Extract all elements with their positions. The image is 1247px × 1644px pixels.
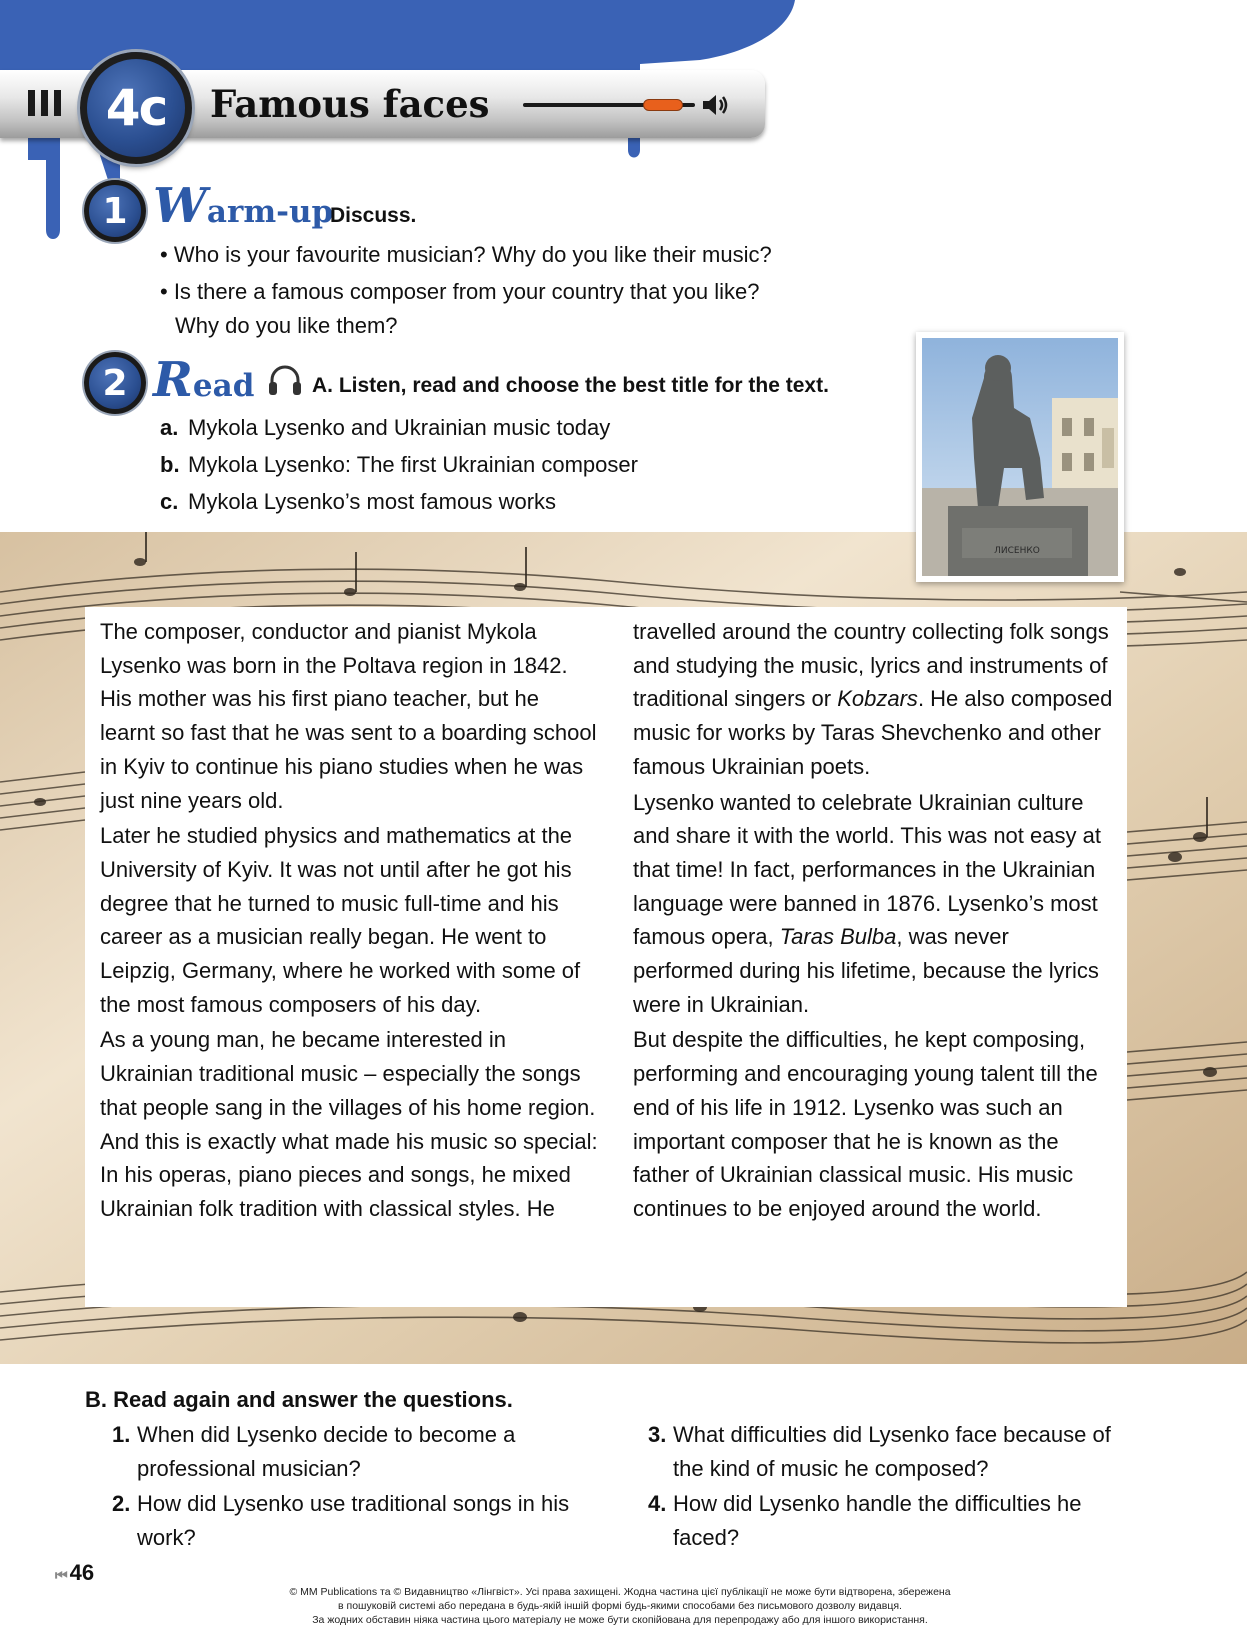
question-number: 1.: [112, 1422, 131, 1447]
page-number-value: 46: [69, 1560, 95, 1585]
headphones-icon[interactable]: [267, 363, 303, 397]
title-option-c[interactable]: [160, 484, 556, 520]
article-paragraph: [633, 615, 1113, 784]
part-b-title: B. Read again and answer the questions.: [85, 1387, 513, 1412]
read-heading: [153, 352, 254, 408]
read-heading-cap: R: [153, 352, 193, 408]
article-paragraph: The composer, conductor and pianist Mykola Lysenko was born in the Poltava region in 1842. His mother was his first piano teacher, but he learnt so fast that he was sent to a boarding school in Kyiv to continue his piano studies when he was just nine years old.: [100, 619, 597, 813]
article-column-2: [633, 615, 1113, 1228]
statue-plaque-text: ЛИСЕНКО: [994, 546, 1040, 556]
audio-progress-handle[interactable]: [643, 99, 683, 111]
question-text: How did Lysenko handle the difficulties he faced?: [673, 1491, 1082, 1550]
option-letter: a.: [160, 415, 179, 440]
article-paragraph: [633, 786, 1113, 1022]
read-heading-rest: ead: [192, 368, 255, 404]
warmup-heading: [153, 178, 333, 234]
option-text: Mykola Lysenko and Ukrainian music today: [188, 415, 611, 440]
question-2: [112, 1487, 582, 1554]
copyright-line: За жодних обставин ніяка частина цього матеріалу не може бути скопійована для перепродажу або для іншого використання.: [312, 1614, 928, 1626]
reading-text-panel: [85, 607, 1127, 1307]
option-text: Mykola Lysenko: The first Ukrainian composer: [188, 452, 638, 477]
page-number: [55, 1560, 94, 1586]
unit-title: Famous faces: [210, 82, 490, 126]
question-number: 4.: [648, 1491, 667, 1516]
option-text: Mykola Lysenko’s most famous works: [188, 489, 557, 514]
article-column-1: [100, 615, 600, 1228]
menu-bars-icon: [28, 90, 68, 118]
copyright-notice: [200, 1585, 1040, 1627]
warmup-instruction: Discuss.: [330, 204, 417, 227]
question-4: [648, 1487, 1128, 1554]
title-option-b[interactable]: [160, 447, 638, 483]
copyright-line: в пошуковій системі або передана в будь-якій іншій формі будь-якими способами без письмового дозволу видавця.: [338, 1600, 902, 1612]
kobzars-term: Kobzars: [837, 686, 918, 712]
question-text: When did Lysenko decide to become a professional musician?: [137, 1422, 516, 1481]
question-number: 3.: [648, 1422, 667, 1447]
warmup-heading-cap: W: [153, 178, 207, 234]
question-text: What difficulties did Lysenko face because of the kind of music he composed?: [673, 1422, 1111, 1481]
text-run: . He also composed music for works by Taras Shevchenko and other famous Ukrainian poets.: [633, 686, 1113, 779]
warmup-heading-rest: arm-up: [206, 194, 334, 230]
statue-image: [922, 338, 1118, 576]
option-letter: b.: [160, 452, 180, 477]
text-run: , was never performed during his lifetime, because the lyrics were in Ukrainian.: [633, 924, 1099, 1017]
warmup-bullet-2: • Is there a famous composer from your country that you like?: [160, 279, 760, 304]
article-paragraph: But despite the difficulties, he kept composing, performing and encouraging young talent till the end of his life in 1912. Lysenko was such an important composer that he is known as the father of Ukrainian classical music. His music continues to be enjoyed around the world.: [633, 1027, 1098, 1221]
copyright-line: © MM Publications та © Видавництво «Лінгвіст». Усі права захищені. Жодна частина цієї публікації не може бути відтворена, збережена: [289, 1586, 951, 1598]
question-3: [648, 1418, 1128, 1485]
warmup-bullet-2-cont: Why do you like them?: [175, 313, 398, 338]
unit-number-badge: 4c: [80, 52, 192, 164]
text-run: travelled around the country collecting folk songs and studying the music, lyrics and instruments of traditional singers or: [633, 619, 1109, 712]
question-text: How did Lysenko use traditional songs in his work?: [137, 1491, 570, 1550]
warmup-bullet-1: • Who is your favourite musician? Why do you like their music?: [160, 242, 772, 267]
lysenko-statue-photo: [916, 332, 1124, 582]
option-letter: c.: [160, 489, 179, 514]
article-paragraph: Later he studied physics and mathematics at the University of Kyiv. It was not until after he got his degree that he turned to music full-time and his career as a musician really began. He went to Leipzig, Germany, where he worked with some of the most famous composers of his day.: [100, 823, 581, 1017]
section-number-1: 1: [84, 180, 146, 242]
question-number: 2.: [112, 1491, 131, 1516]
text-run: Lysenko wanted to celebrate Ukrainian culture and share it with the world. This was not easy at that time! In fact, performances in the Ukrainian language were banned in 1876. Lysenko’s most famous opera,: [633, 789, 1101, 950]
article-paragraph: As a young man, he became interested in Ukrainian traditional music – especially the songs that people sang in the villages of his home region. And this is exactly what made his music so special: In his operas, piano pieces and songs, he mixed Ukrainian folk tradition with classical styles. He: [100, 1027, 598, 1221]
speaker-icon[interactable]: [701, 92, 729, 118]
read-instruction: A. Listen, read and choose the best title for the text.: [312, 374, 829, 397]
question-1: [112, 1418, 582, 1485]
back-arrow-icon[interactable]: ⏮: [55, 1567, 68, 1583]
opera-title: Taras Bulba: [779, 924, 897, 950]
section-number-2: 2: [84, 352, 146, 414]
title-option-a[interactable]: [160, 410, 610, 446]
